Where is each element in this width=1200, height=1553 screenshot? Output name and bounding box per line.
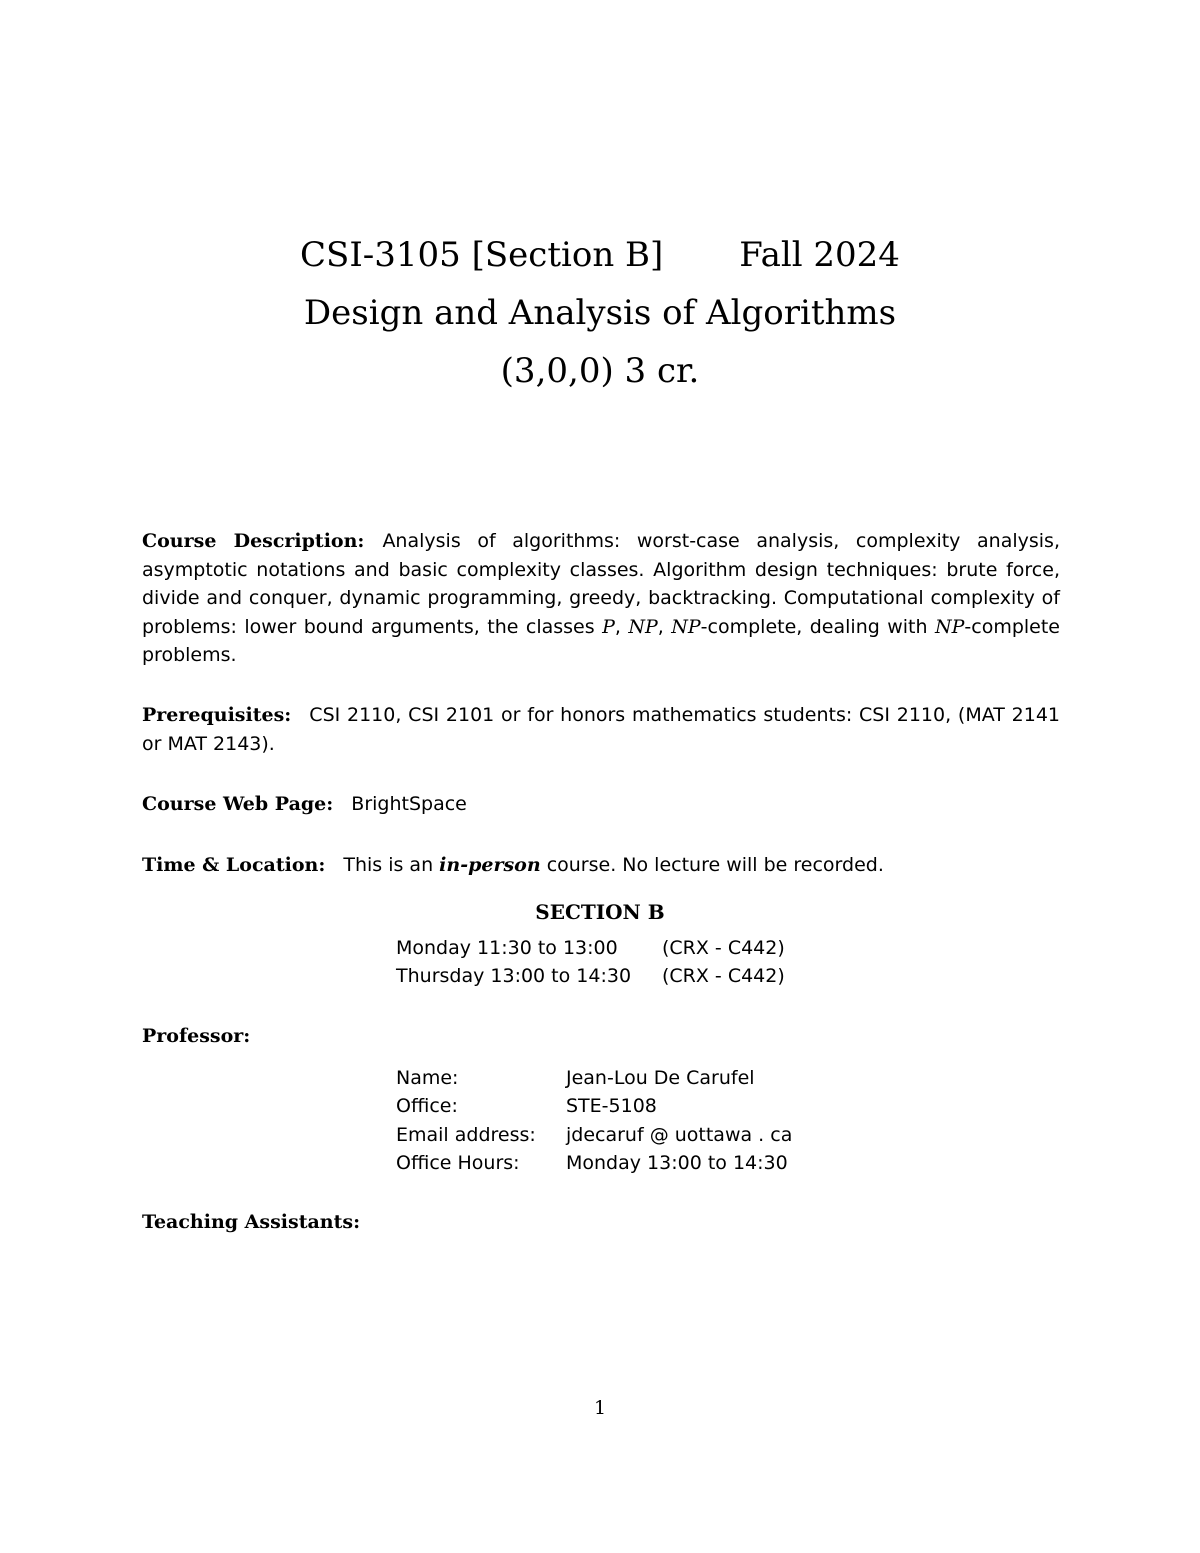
course-credits: (3,0,0) 3 cr. (500, 351, 700, 391)
professor-value: STE-5108 (566, 1095, 657, 1117)
professor-value: Jean-Lou De Carufel (566, 1067, 755, 1089)
schedule-room: (CRX - C442) (662, 937, 785, 959)
professor-value: Monday 13:00 to 14:30 (566, 1152, 788, 1174)
prerequisites-label: Prerequisites: (142, 704, 292, 726)
class-npc-2: NP (934, 615, 965, 638)
course-code: CSI-3105 [Section B] (300, 235, 664, 275)
professor-key: Email address: (396, 1124, 536, 1146)
web-page-value: BrightSpace (351, 793, 467, 815)
professor-key: Name: (396, 1067, 459, 1089)
course-web-page (142, 790, 1060, 819)
teaching-assistants-label: Teaching Assistants: (142, 1211, 361, 1233)
document-title (0, 226, 1200, 400)
class-np: NP (628, 615, 658, 638)
title-line-1 (0, 226, 1200, 284)
section-heading: SECTION B (535, 900, 665, 924)
separator: , (614, 615, 629, 638)
schedule-room: (CRX - C442) (662, 965, 785, 987)
schedule-day: Thursday 13:00 to 14:30 (396, 965, 632, 987)
professor-heading (142, 1022, 1060, 1051)
teaching-assistants-heading (142, 1208, 1060, 1237)
class-npc: NP (671, 615, 701, 638)
professor-label: Professor: (142, 1025, 251, 1047)
in-person-emphasis: in-person (439, 854, 541, 876)
class-p: P (602, 615, 615, 638)
course-description-text-1: Analysis of algorithms: worst-case analysis, complexity analysis, asymptotic notations and basic complexity classes. Algorithm design techniques: brute force, divide and conquer, dynamic programming, greedy, backtracking. Computational complexity of problems: lower bound arguments, the classes (142, 530, 1060, 638)
professor-email: jdecaruf @ uottawa . ca (566, 1124, 793, 1146)
schedule-day: Monday 11:30 to 13:00 (396, 937, 618, 959)
time-location-text-before: This is an (343, 854, 440, 876)
course-description-label: Course Description: (142, 530, 365, 552)
time-location-text-after: course. No lecture will be recorded. (540, 854, 884, 876)
page-number: 1 (593, 1397, 607, 1419)
prerequisites-text: CSI 2110, CSI 2101 or for honors mathematics students: CSI 2110, (MAT 2141 or MAT 2143). (142, 704, 1060, 755)
time-location-label: Time & Location: (142, 854, 326, 876)
web-page-label: Course Web Page: (142, 793, 334, 815)
professor-key: Office: (396, 1095, 458, 1117)
course-term: Fall 2024 (739, 235, 900, 275)
course-description (142, 527, 1060, 670)
course-name: Design and Analysis of Algorithms (303, 293, 897, 333)
professor-key: Office Hours: (396, 1152, 520, 1174)
separator: , (657, 615, 672, 638)
time-location (142, 851, 1060, 880)
course-description-text-3: -complete problems. (142, 615, 1060, 666)
prerequisites (142, 701, 1060, 758)
course-description-text-2: -complete, dealing with (700, 615, 935, 638)
